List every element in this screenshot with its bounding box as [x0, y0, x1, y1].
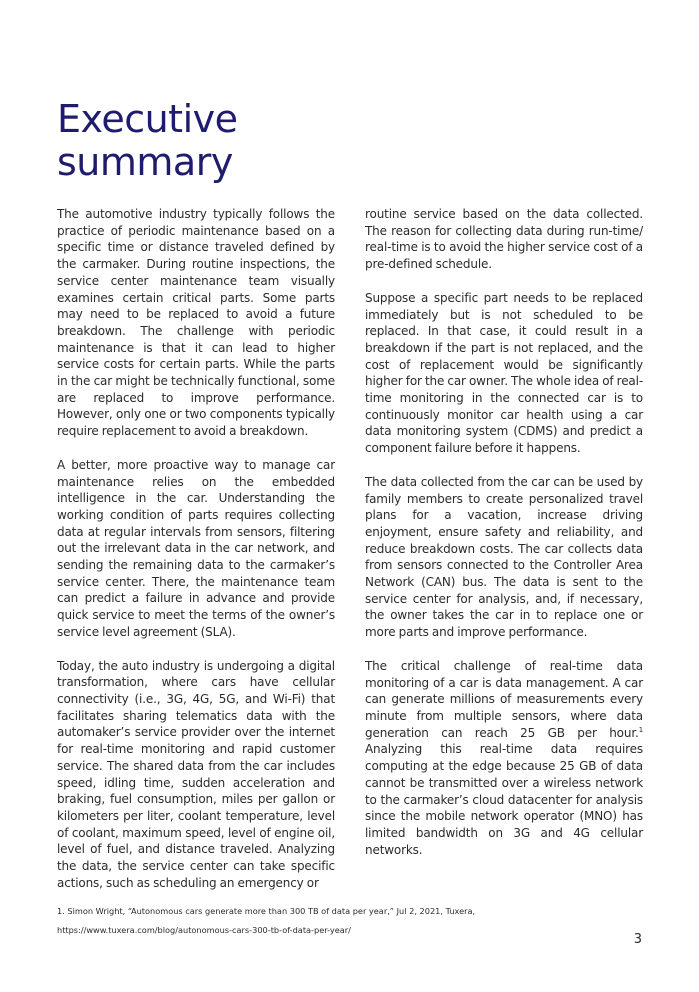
paragraph-text-before-ref: The critical challenge of real-time data monitoring of a car is data management. A car can generate millions of measurements every minute from multiple sensors, where data generation can reach 25 GB per hour. — [365, 658, 643, 740]
page-title — [57, 98, 357, 184]
title-line-1: Executive — [57, 97, 238, 141]
left-column — [57, 206, 335, 908]
footnote — [57, 902, 657, 940]
paragraph: Suppose a specific part needs to be replaced immediately but is not scheduled to be replaced. In that case, it could result in a breakdown if the part is not replaced, and the cost of replacement would be significantly higher for the car owner. The whole idea of real-time monitoring in the connected car is to continuously monitor car health using a car data monitoring system (CDMS) and predict a component failure before it happens. — [365, 290, 643, 456]
paragraph: Today, the auto industry is undergoing a digital transformation, where cars have cellular connectivity (i.e., 3G, 4G, 5G, and Wi-Fi) that facilitates sharing telematics data with the automaker’s service provider over the internet for real-time monitoring and rapid customer service. The shared data from the car includes speed, idling time, sudden acceleration and braking, fuel consumption, miles per gallon or kilometers per liter, coolant temperature, level of coolant, maximum speed, level of engine oil, level of fuel, and distance traveled. Analyzing the data, the service center can take specific actions, such as scheduling an emergency or — [57, 658, 335, 890]
paragraph: The data collected from the car can be used by family members to create personalized travel plans for a vacation, increase driving enjoyment, ensure safety and reliability, and reduce breakdown costs. The car collects data from sensors connected to the Controller Area Network (CAN) bus. The data is sent to the service center for analysis, and, if necessary, the owner takes the car in to replace one or more parts and improve performance. — [365, 474, 643, 640]
right-column — [365, 206, 643, 875]
paragraph-with-footnote-ref — [365, 658, 643, 858]
paragraph-text-after-ref: Analyzing this real-time data requires computing at the edge because 25 GB of data cannot be transmitted over a wireless network to the carmaker’s cloud datacenter for analysis since the mobile network operator (MNO) has limited bandwidth on 3G and 4G cellular networks. — [365, 742, 643, 857]
paragraph: A better, more proactive way to manage car maintenance relies on the embedded intelligence in the car. Understanding the working condition of parts requires collecting data at regular intervals from sensors, filtering out the irrelevant data in the car network, and sending the remaining data to the carmaker’s service center. There, the maintenance team can predict a failure in advance and provide quick service to meet the terms of the owner’s service level agreement (SLA). — [57, 457, 335, 639]
page-number: 3 — [633, 932, 642, 947]
footnote-url[interactable]: https://www.tuxera.com/blog/autonomous-cars-300-tb-of-data-per-year/ — [57, 925, 351, 935]
title-line-2: summary — [57, 140, 233, 184]
footnote-citation: 1. Simon Wright, “Autonomous cars generate more than 300 TB of data per year,” Jul 2, 2021, Tuxera, — [57, 906, 476, 916]
paragraph: routine service based on the data collected. The reason for collecting data during run-time/ real-time is to avoid the higher service cost of a pre-defined schedule. — [365, 207, 643, 272]
footnote-reference[interactable]: 1 — [638, 725, 643, 734]
paragraph: The automotive industry typically follows the practice of periodic maintenance based on a specific time or distance traveled defined by the carmaker. During routine inspections, the service center maintenance team visually examines certain critical parts. Some parts may need to be replaced to avoid a future breakdown. The challenge with periodic maintenance is that it can lead to higher service costs for certain parts. While the parts in the car might be technically functional, some are replaced to improve performance. However, only one or two components typically require replacement to avoid a breakdown. — [57, 207, 335, 439]
